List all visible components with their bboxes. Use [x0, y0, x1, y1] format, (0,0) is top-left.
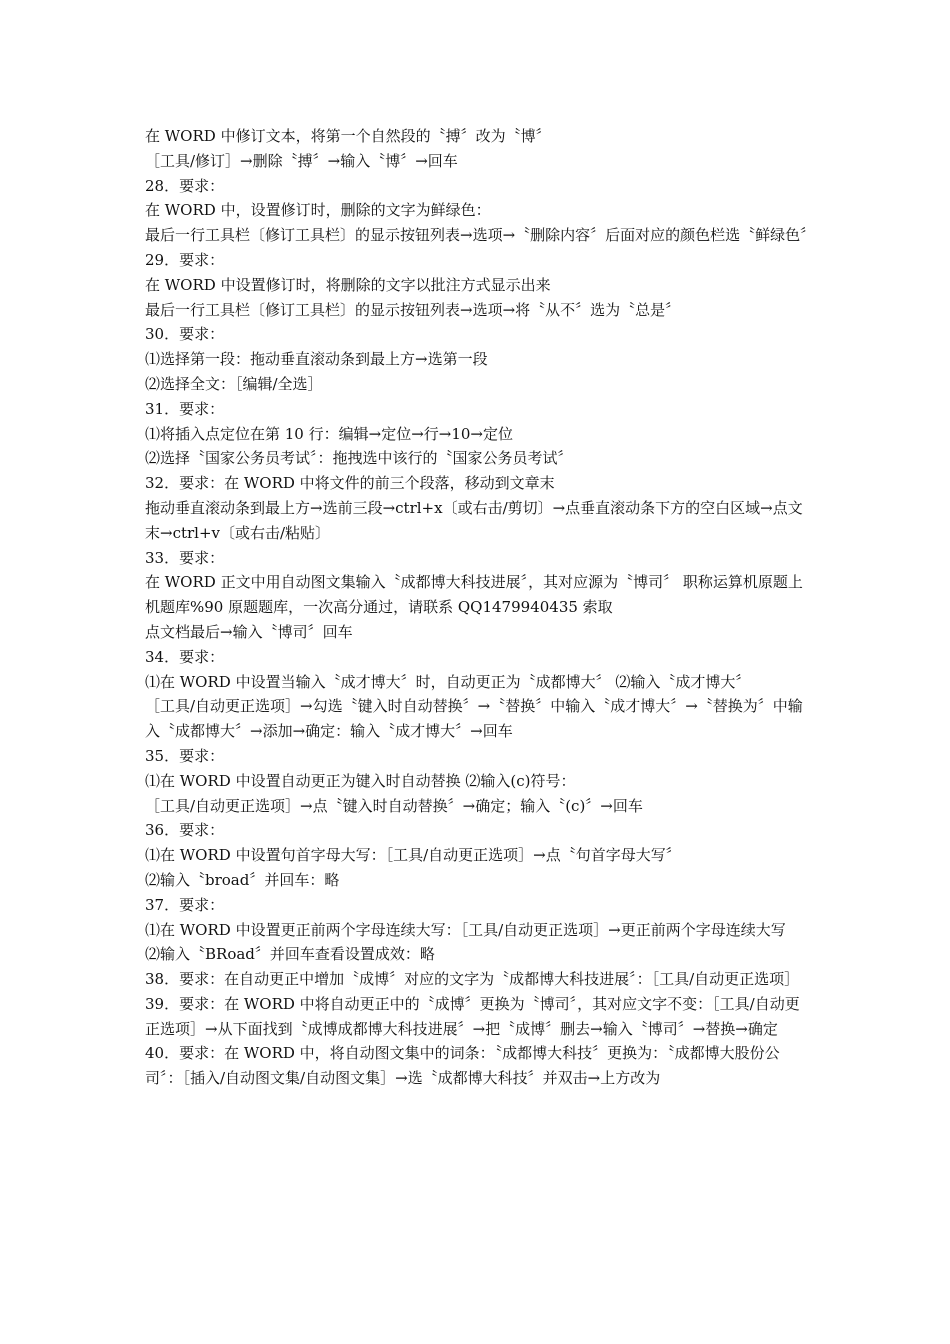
question-number: 29．要求： [145, 250, 225, 269]
text-line: 最后一行工具栏〔修订工具栏〕的显示按钮列表→选项→〝删除内容〞后面对应的颜色栏选〝鲜绿色〞 [145, 226, 816, 245]
text-line: ⑵输入〝BRoad〞并回车查看设置成效：略 [145, 945, 435, 964]
text-line: 在 WORD 中设置修订时，将删除的文字以批注方式显示出来 [145, 275, 551, 294]
text-line: 在 WORD 中，设置修订时，删除的文字为鲜绿色： [145, 201, 491, 220]
question-number: 30．要求： [145, 325, 225, 344]
document-body [145, 124, 816, 1091]
question-number: 34．要求： [145, 647, 225, 666]
text-line: ［工具/自动更正选项］→勾选〝键入时自动替换〞→〝替换〞中输入〝成才博大〞→〝替换为〞中输入〝成都博大〞→添加→确定：输入〝成才博大〞→回车 [145, 697, 803, 741]
question-number: 36．要求： [145, 821, 225, 840]
text-line: 最后一行工具栏〔修订工具栏〕的显示按钮列表→选项→将〝从不〞选为〝总是〞 [145, 300, 681, 319]
question-number: 35．要求： [145, 746, 225, 765]
text-line: ⑴将插入点定位在第 10 行：编辑→定位→行→10→定位 [145, 424, 513, 443]
text-line: ［工具/自动更正选项］→点〝键入时自动替换〞→确定；输入〝(c)〞→回车 [145, 796, 643, 815]
text-line: 在 WORD 中修订文本，将第一个自然段的〝搏〞改为〝博〞 [145, 127, 551, 145]
text-line: ⑴在 WORD 中设置更正前两个字母连续大写：［工具/自动更正选项］→更正前两个字母连续大写 [145, 920, 786, 939]
question-number: 28．要求： [145, 176, 225, 195]
text-line: 39．要求：在 WORD 中将自动更正中的〝成博〞更换为〝博司〞，其对应文字不变：［工具/自动更正选项］→从下面找到〝成博成都博大科技进展〞→把〝成博〞删去→输入〝博司〞→替换→确定 [145, 994, 800, 1038]
text-line: 在 WORD 正文中用自动图文集输入〝成都博大科技进展〞，其对应源为〝博司〞 职称运算机原题上机题库%90 原题题库，一次高分通过，请联系 QQ1479940435 索取 [145, 573, 803, 617]
text-line: ⑵选择〝国家公务员考试〞：拖拽选中该行的〝国家公务员考试〞 [145, 449, 573, 468]
text-line: ⑴在 WORD 中设置自动更正为键入时自动替换 ⑵输入(c)符号： [145, 771, 576, 790]
text-line: 38．要求：在自动更正中增加〝成博〞对应的文字为〝成都博大科技进展〞：［工具/自动更正选项］ [145, 970, 800, 989]
question-number: 32．要求：在 WORD 中将文件的前三个段落，移动到文章末 [145, 474, 555, 493]
text-line: 拖动垂直滚动条到最上方→选前三段→ctrl+x〔或右击/剪切〕→点垂直滚动条下方的空白区域→点文末→ctrl+v〔或右击/粘贴〕 [145, 498, 803, 542]
text-line: 点文档最后→输入〝博司〞回车 [145, 622, 353, 641]
question-number: 37．要求： [145, 895, 225, 914]
text-line: ⑵选择全文：［编辑/全选］ [145, 374, 323, 393]
question-number: 33．要求： [145, 548, 225, 567]
question-number: 31．要求： [145, 399, 225, 418]
text-line: 40．要求：在 WORD 中，将自动图文集中的词条：〝成都博大科技〞更换为：〝成都博大股份公司〞：［插入/自动图文集/自动图文集］→选〝成都博大科技〞并双击→上方改为 [145, 1044, 780, 1088]
text-line: ［工具/修订］→删除〝搏〞→输入〝博〞→回车 [145, 151, 458, 170]
text-line: ⑴在 WORD 中设置当输入〝成才博大〞时，自动更正为〝成都博大〞 ⑵输入〝成才博大〞 [145, 672, 751, 691]
text-line: ⑵输入〝broad〞并回车：略 [145, 870, 340, 889]
text-line: ⑴在 WORD 中设置句首字母大写：［工具/自动更正选项］→点〝句首字母大写〞 [145, 846, 681, 865]
text-line: ⑴选择第一段：拖动垂直滚动条到最上方→选第一段 [145, 350, 488, 369]
